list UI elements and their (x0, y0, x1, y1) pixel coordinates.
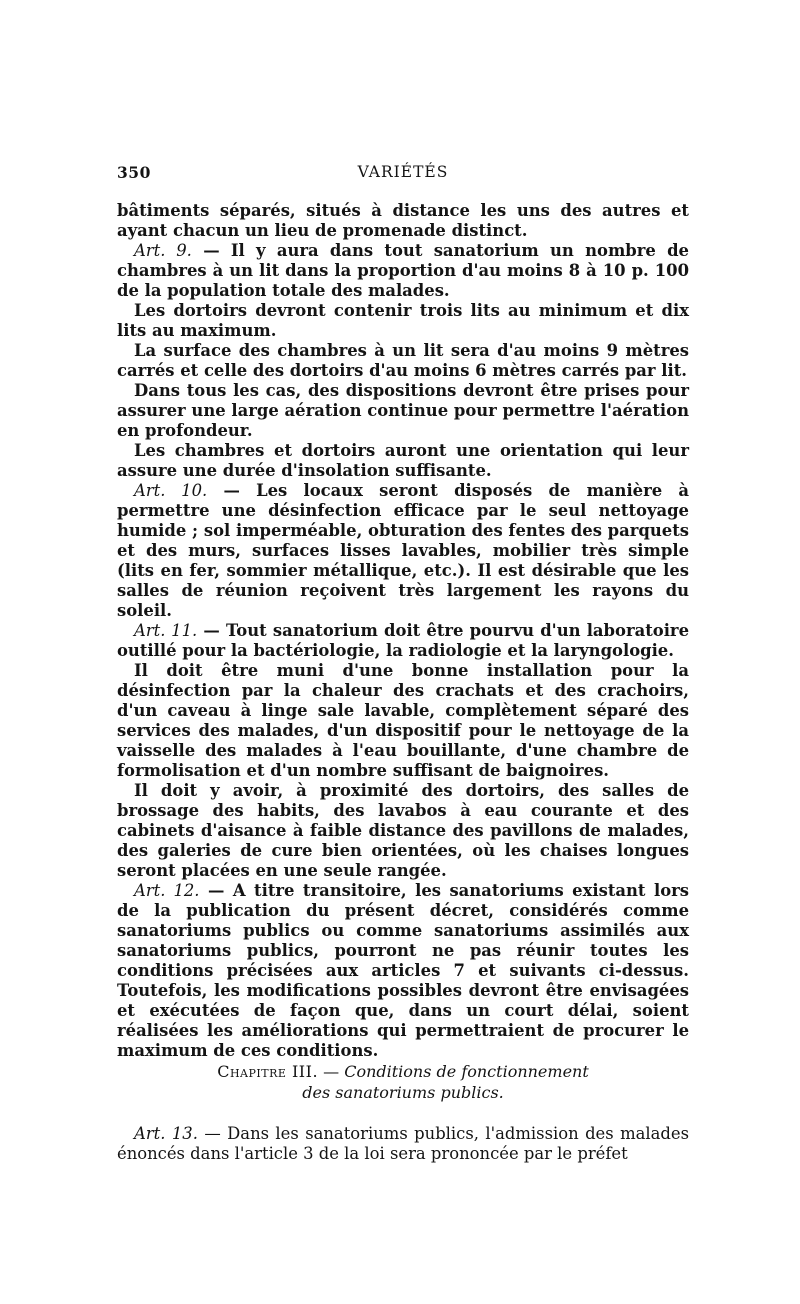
page-number: 350 (117, 163, 151, 182)
article-label: Art. 13. (134, 1124, 198, 1143)
paragraph: Art. 13. — Dans les sanatoriums publics, l'admission des malades énoncés dans l'article 3 de la loi sera prononcée par le préfet (117, 1124, 690, 1163)
chapter-title-continued: des sanatoriums publics. (302, 1083, 504, 1102)
paragraph: Art. 9. — Il y aura dans tout sanatorium un nombre de chambres à un lit dans la proportion d'au moins 8 à 10 p. 100 de la population totale des malades. (117, 241, 689, 300)
article-label: Art. 10. (134, 481, 208, 500)
chapter-title: Conditions de fonctionnement (344, 1062, 589, 1081)
paragraph: Les chambres et dortoirs auront une orientation qui leur assure une durée d'insolation suffisante. (117, 441, 689, 480)
paragraph: Art. 11. — Tout sanatorium doit être pourvu d'un laboratoire outillé pour la bactériologie, la radiologie et la laryngologie. (117, 621, 689, 660)
chapter-heading: Chapitre III. — Conditions de fonctionnement des sanatoriums publics. (117, 1061, 689, 1103)
chapter-label: Chapitre III. (217, 1062, 319, 1081)
paragraph: bâtiments séparés, situés à distance les uns des autres et ayant chacun un lieu de promenade distinct. (117, 201, 689, 240)
page-header (117, 163, 689, 185)
paragraph: Dans tous les cas, des dispositions devront être prises pour assurer une large aération continue pour permettre l'aération en profondeur. (117, 381, 689, 440)
body-text (117, 201, 689, 1061)
article-label: Art. 9. (134, 241, 192, 260)
paragraph: Les dortoirs devront contenir trois lits au minimum et dix lits au maximum. (117, 301, 689, 340)
article-label: Art. 12. (134, 881, 200, 900)
running-title: VARIÉTÉS (357, 163, 449, 181)
article-label: Art. 11. (134, 621, 198, 640)
paragraph: Il doit y avoir, à proximité des dortoirs, des salles de brossage des habits, des lavabos à eau courante et des cabinets d'aisance à faible distance des pavillons de malades, des galeries de cure bien orientées, où les chaises longues seront placées en une seule rangée. (117, 781, 689, 880)
paragraph: Art. 12. — A titre transitoire, les sanatoriums existant lors de la publication du présent décret, considérés comme sanatoriums publics ou comme sanatoriums assimilés aux sanatoriums publics, pourront ne pas réunir toutes les conditions précisées aux articles 7 et suivants ci-dessus. Toutefois, les modifications possibles devront être envisagées et exécutées de façon que, dans un court délai, soient réalisées les améliorations qui permettraient de procurer le maximum de ces conditions. (117, 881, 689, 1060)
paragraph: Art. 10. — Les locaux seront disposés de manière à permettre une désinfection efficace par le seul nettoyage humide ; sol imperméable, obturation des fentes des parquets et des murs, surfaces lisses lavables, mobilier très simple (lits en fer, sommier métallique, etc.). Il est désirable que les salles de réunion reçoivent très largement les rayons du soleil. (117, 481, 690, 620)
paragraph: Il doit être muni d'une bonne installation pour la désinfection par la chaleur des crachats et des crachoirs, d'un caveau à linge sale lavable, complètement séparé des services des malades, d'un dispositif pour le nettoyage de la vaisselle des malades à l'eau bouillante, d'une chambre de formolisation et d'un nombre suffisant de baignoires. (117, 661, 689, 780)
body-text-continued (117, 1124, 689, 1164)
paragraph: La surface des chambres à un lit sera d'au moins 9 mètres carrés et celle des dortoirs d'au moins 6 mètres carrés par lit. (117, 341, 689, 380)
